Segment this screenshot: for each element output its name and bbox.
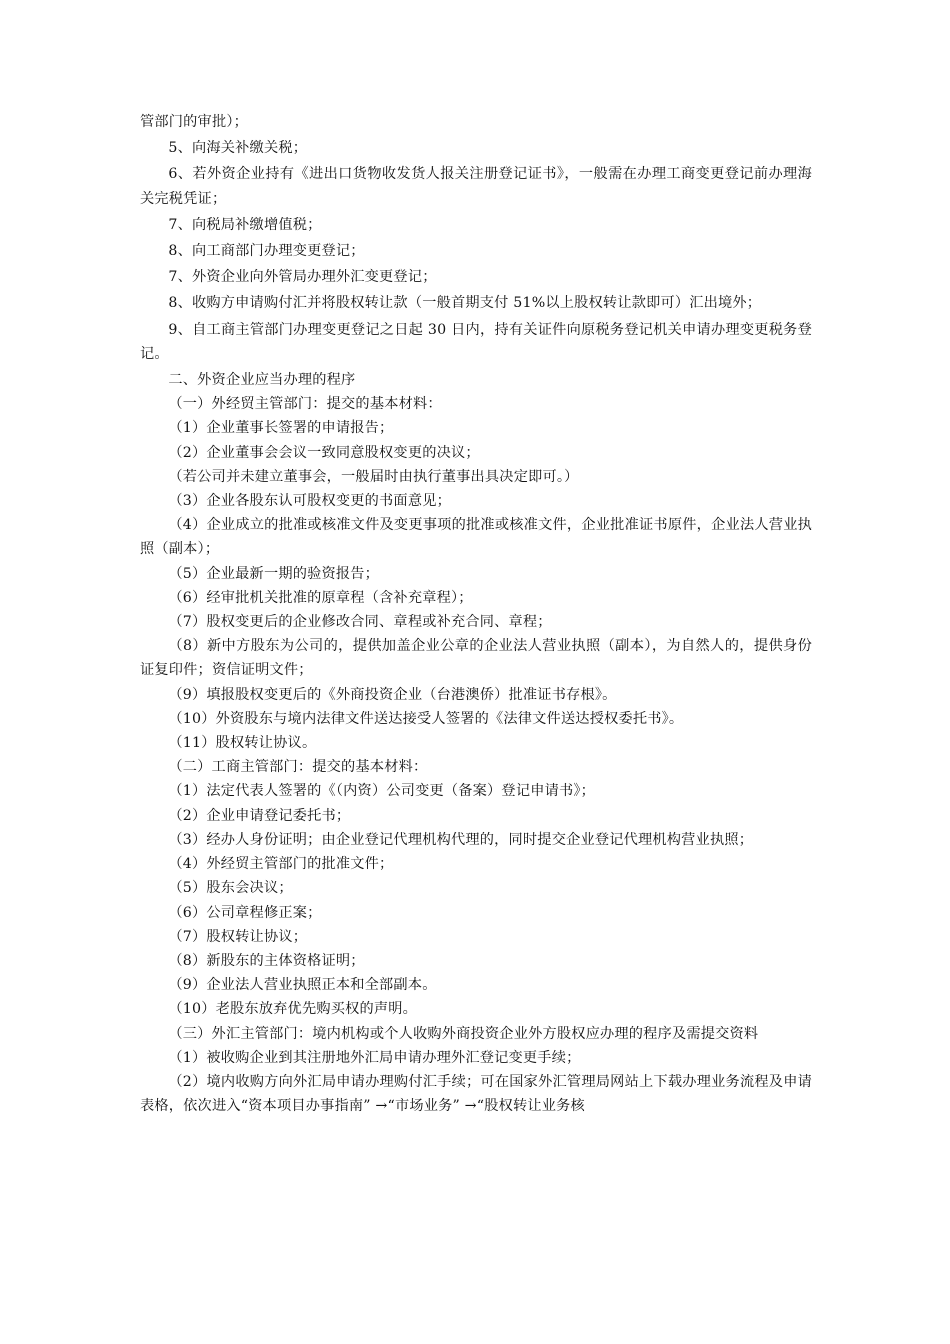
paragraph-2: 5、向海关补缴关税； <box>168 140 308 157</box>
list-item: （3）企业各股东认可股权变更的书面意见； <box>168 493 451 510</box>
list-item: （1）被收购企业到其注册地外汇局申请办理外汇登记变更手续； <box>168 1049 581 1066</box>
list-item: （2）企业董事会会议一致同意股权变更的决议； <box>168 444 480 461</box>
list-item: （1）企业董事长签署的申请报告； <box>168 420 394 437</box>
paragraph-4: 7、向税局补缴增值税； <box>168 216 322 233</box>
list-item: （10）外资股东与境内法律文件送达接受人签署的《法律文件送达授权委托书》。 <box>168 710 684 727</box>
list-item: （2）境内收购方向外汇局申请办理购付汇手续；可在国家外汇管理局网站上下载办理业务流程及申请表格，依次进入“资本项目办事指南” →“市场业务” →“股权转让业务核 <box>140 1073 812 1115</box>
list-item: （1）法定代表人签署的《（内资）公司变更（备案）登记申请书》； <box>168 783 596 800</box>
list-item: （10）老股东放弃优先购买权的声明。 <box>168 1001 418 1018</box>
list-item: （9）企业法人营业执照正本和全部副本。 <box>168 977 437 994</box>
list-item: （8）新中方股东为公司的，提供加盖企业公章的企业法人营业执照（副本），为自然人的，提供身份证复印件；资信证明文件； <box>140 638 812 679</box>
subsection-heading-2: （二）工商主管部门：提交的基本材料： <box>168 759 428 776</box>
paragraph-6: 7、外资企业向外管局办理外汇变更登记； <box>168 269 437 286</box>
list-item: （11）股权转让协议。 <box>168 735 317 752</box>
paragraph-5: 8、向工商部门办理变更登记； <box>168 243 365 260</box>
list-item: （7）股权变更后的企业修改合同、章程或补充合同、章程； <box>168 614 552 631</box>
list-item: （6）公司章程修正案； <box>168 904 322 921</box>
list-item: （5）企业最新一期的验资报告； <box>168 565 380 582</box>
list-item: （4）外经贸主管部门的批准文件； <box>168 856 394 873</box>
list-item: （4）企业成立的批准或核准文件及变更事项的批准或核准文件，企业批准证书原件，企业法人营业执照（副本）； <box>140 517 812 558</box>
paragraph-1: 管部门的审批）； <box>140 114 249 130</box>
list-item: （3）经办人身份证明；由企业登记代理机构代理的，同时提交企业登记代理机构营业执照； <box>168 831 754 848</box>
subsection-heading-3: （三）外汇主管部门：境内机构或个人收购外商投资企业外方股权应办理的程序及需提交资料 <box>168 1025 759 1042</box>
section-heading-2: 二、外资企业应当办理的程序 <box>168 372 356 389</box>
paragraph-8: 9、自工商主管部门办理变更登记之日起 30 日内，持有关证件向原税务登记机关申请办理变更税务登记。 <box>140 321 812 362</box>
document-page <box>140 110 812 1118</box>
list-item: （6）经审批机关批准的原章程（含补充章程）； <box>168 589 473 606</box>
list-item: （9）填报股权变更后的《外商投资企业（台港澳侨）批准证书存根》。 <box>168 686 617 703</box>
paragraph-7: 8、收购方申请购付汇并将股权转让款（一般首期支付 51%以上股权转让款即可）汇出境外； <box>168 295 762 312</box>
list-item: （5）股东会决议； <box>168 880 293 897</box>
paragraph-3: 6、若外资企业持有《进出口货物收发货人报关注册登记证书》，一般需在办理工商变更登记前办理海关完税凭证； <box>140 166 812 207</box>
subsection-heading-1: （一）外经贸主管部门：提交的基本材料： <box>168 396 442 413</box>
list-item: （8）新股东的主体资格证明； <box>168 952 365 969</box>
list-item: （7）股权转让协议； <box>168 928 308 945</box>
list-note: （若公司并未建立董事会，一般届时由执行董事出具决定即可。） <box>168 468 579 485</box>
list-item: （2）企业申请登记委托书； <box>168 807 351 824</box>
